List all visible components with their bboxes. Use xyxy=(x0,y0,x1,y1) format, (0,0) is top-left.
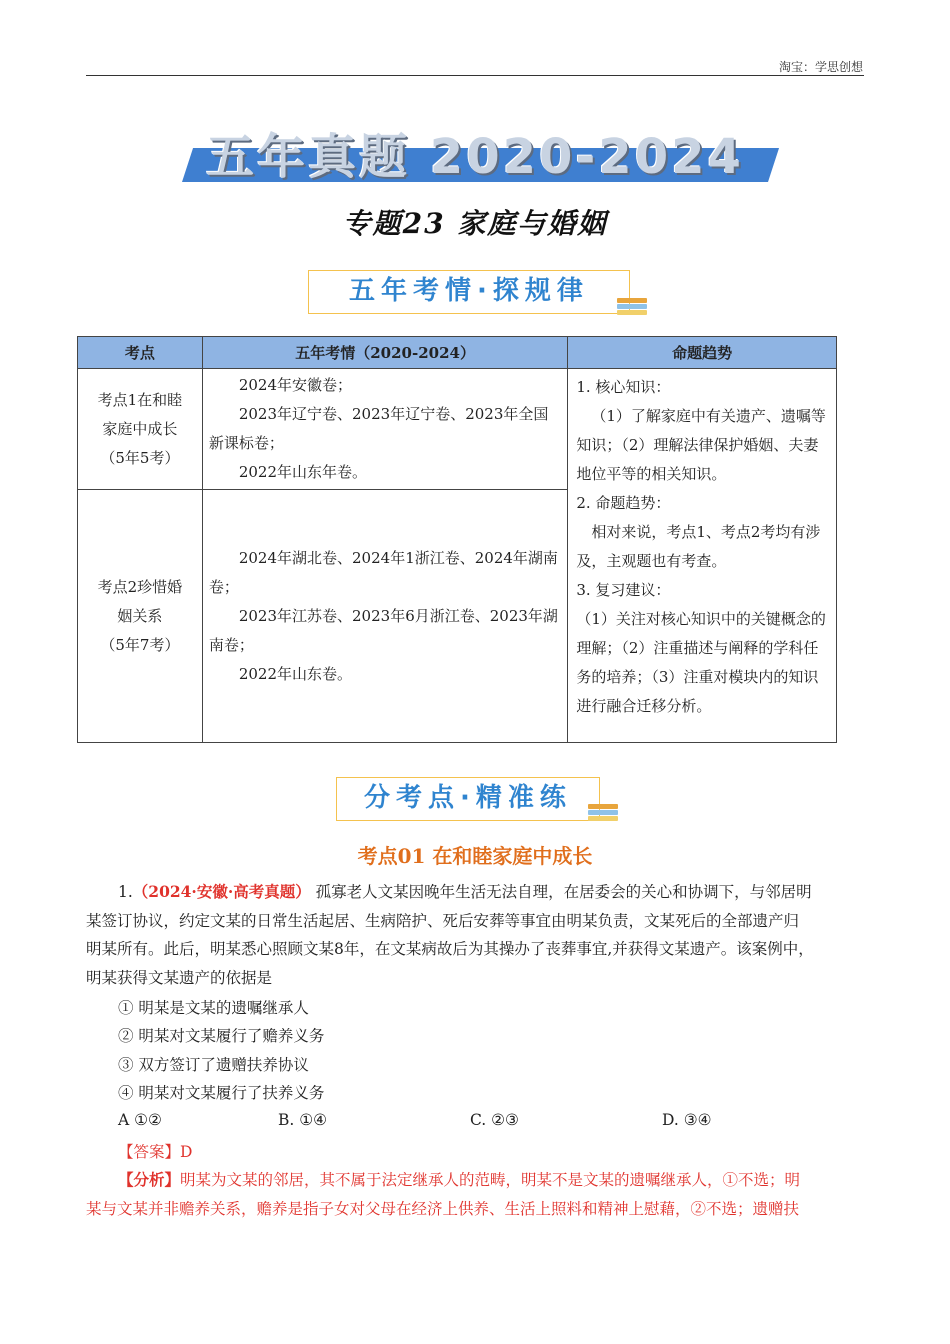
exam-overview-table xyxy=(77,336,837,743)
exams-cell xyxy=(202,490,567,743)
question-number: 1. xyxy=(118,883,133,901)
point-name-cont: 家庭中成长 xyxy=(102,419,178,438)
stem-line: 明某获得文某遗产的依据是 xyxy=(86,968,273,987)
point-cell xyxy=(78,369,203,490)
subsection-heading: 考点01 在和睦家庭中成长 xyxy=(357,844,593,868)
point-count: （5年5考） xyxy=(100,448,180,467)
section-title-trends: 五年考情·探规律 xyxy=(308,270,630,314)
question-stem xyxy=(86,878,866,992)
table-header-row xyxy=(78,337,837,369)
point-count: （5年7考） xyxy=(100,635,180,654)
trend-heading: 2. 命题趋势： xyxy=(576,494,671,512)
point-name: 考点2珍惜婚 xyxy=(97,577,183,596)
answer-tag: 【答案】 xyxy=(118,1143,181,1161)
exam-line: 2024年安徽卷； xyxy=(238,376,353,394)
exam-line: 2023年辽宁卷、2023年辽宁卷、2023年全国新课标卷； xyxy=(208,405,549,452)
books-icon xyxy=(588,804,618,824)
statement-4: ④ 明某对文某履行了扶养义务 xyxy=(118,1084,325,1102)
analysis-block xyxy=(86,1166,866,1223)
choice-c: C. ②③ xyxy=(470,1111,519,1129)
answer-value: D xyxy=(180,1143,193,1161)
statement-2: ② 明某对文某履行了赡养义务 xyxy=(118,1027,325,1045)
page-title: 专题23 家庭与婚姻 xyxy=(342,207,608,240)
stem-line: 孤寡老人文某因晚年生活无法自理，在居委会的关心和协调下，与邻居明 xyxy=(315,883,812,901)
trend-heading: 3. 复习建议： xyxy=(576,581,671,599)
trend-text: 相对来说，考点1、考点2考均有涉及，主观题也有考查。 xyxy=(576,523,821,570)
exam-line: 2022年山东年卷。 xyxy=(238,463,368,481)
exam-line: 2024年湖北卷、2024年1浙江卷、2024年湖南卷； xyxy=(208,548,558,596)
choice-d: D. ③④ xyxy=(662,1111,712,1129)
books-icon xyxy=(617,298,647,318)
header-point: 考点 xyxy=(78,337,203,369)
header-shop-text: 淘宝：学思创想 xyxy=(778,60,863,74)
trend-text: （1）关注对核心知识中的关键概念的理解；（2）注重描述与阐释的学科任务的培养；（3）注重对模块内的知识进行融合迁移分析。 xyxy=(576,610,826,715)
stem-line: 明某所有。此后，明某悉心照顾文某8年，在文某病故后为其操办了丧葬事宜,并获得文某遗产。该案例中， xyxy=(86,940,814,958)
banner-text: 五年真题 2020-2024 xyxy=(206,129,744,185)
header-exams: 五年考情（2020-2024） xyxy=(202,337,567,369)
point-cell xyxy=(78,490,203,743)
stem-line: 某签订协议，约定文某的日常生活起居、生病陪护、死后安葬等事宜由明某负责，文某死后的全部遗产归 xyxy=(86,911,800,930)
question-source: （2024·安徽·高考真题） xyxy=(132,882,311,901)
header-rule xyxy=(86,75,864,76)
statement-1: ① 明某是文某的遗嘱继承人 xyxy=(118,999,309,1017)
analysis-line: 明某为文某的邻居，其不属于法定继承人的范畴，明某不是文某的遗嘱继承人，①不选；明 xyxy=(180,1171,801,1189)
exam-line: 2023年江苏卷、2023年6月浙江卷、2023年湖南卷； xyxy=(208,606,558,654)
exams-cell xyxy=(202,369,567,490)
point-name-cont: 姻关系 xyxy=(117,606,163,625)
section-title-practice: 分考点·精准练 xyxy=(336,777,600,821)
point-name: 考点1在和睦 xyxy=(97,390,183,409)
analysis-line: 某与文某并非赡养关系，赡养是指子女对父母在经济上供养、生活上照料和精神上慰藉，②不选；遗赠扶 xyxy=(86,1199,800,1218)
exam-line: 2022年山东卷。 xyxy=(238,664,353,683)
answer-line xyxy=(118,1138,818,1167)
analysis-tag: 【分析】 xyxy=(118,1170,181,1189)
trend-text: （1）了解家庭中有关遗产、遗嘱等知识；（2）理解法律保护婚姻、夫妻地位平等的相关知识。 xyxy=(576,407,826,483)
title-banner xyxy=(182,112,768,184)
header-trend: 命题趋势 xyxy=(568,337,837,369)
table-row xyxy=(78,369,837,490)
trend-heading: 1. 核心知识： xyxy=(576,378,671,396)
statement-3: ③ 双方签订了遗赠扶养协议 xyxy=(118,1056,309,1074)
trend-cell xyxy=(568,369,837,743)
choice-a: A ①② xyxy=(118,1111,162,1129)
choice-b: B. ①④ xyxy=(278,1111,328,1129)
